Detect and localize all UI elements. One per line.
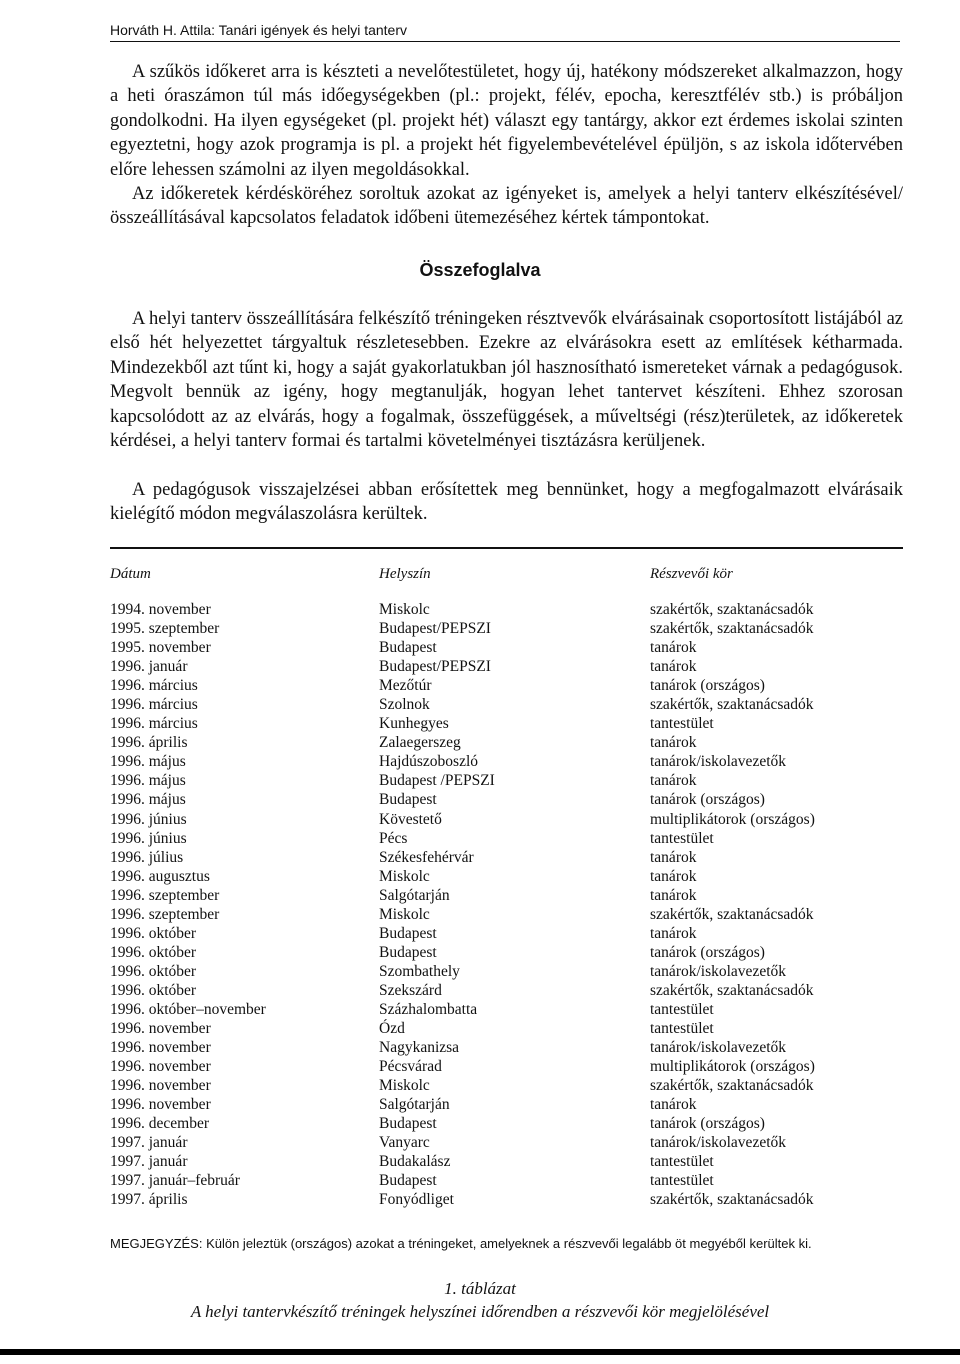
cell-date: 1997. január bbox=[110, 1134, 188, 1152]
table-row bbox=[0, 810, 960, 829]
cell-participants: szakértők, szaktanácsadók bbox=[650, 905, 814, 923]
cell-participants: tanárok bbox=[650, 886, 697, 904]
table-row bbox=[0, 1000, 960, 1019]
table-row bbox=[0, 600, 960, 619]
cell-date: 1996. március bbox=[110, 696, 198, 714]
cell-place: Miskolc bbox=[379, 601, 430, 618]
section-title: Összefoglalva bbox=[419, 260, 541, 280]
cell-place: Miskolc bbox=[379, 1077, 430, 1095]
cell-participants: tanárok bbox=[650, 848, 697, 866]
running-head: Horváth H. Attila: Tanári igények és helyi tanterv bbox=[110, 22, 408, 38]
cell-date: 1996. január bbox=[110, 658, 188, 676]
cell-place: Miskolc bbox=[379, 905, 430, 923]
table-row bbox=[0, 733, 960, 752]
cell-participants: szakértők, szaktanácsadók bbox=[650, 1191, 814, 1209]
cell-place: Ózd bbox=[379, 1020, 405, 1038]
cell-date: 1996. szeptember bbox=[110, 905, 220, 923]
cell-date: 1996. május bbox=[110, 791, 186, 809]
table-row bbox=[0, 981, 960, 1000]
cell-participants: multiplikátorok (országos) bbox=[650, 1058, 815, 1076]
table-label: 1. táblázat bbox=[444, 1279, 516, 1298]
cell-participants: tanárok bbox=[650, 924, 697, 942]
cell-place: Székesfehérvár bbox=[379, 848, 474, 866]
paragraph-summary: A helyi tanterv összeállítására felkészítő tréningeken résztvevők elvárásainak csoportosított listájából az első hét helyezettet tárgyaltuk részletesebben. Ezekre az elvárásokra esett az említések kétharmada. Mindezekből azt tűnt ki, hogy a saját gyakorlatukban jól hasznosítható ismereteket várnak a pedagógusok. Megvolt bennük az igény, hogy megtanulják, hogyan lehet tantervet készíteni. Ehhez szorosan kapcsolódott az az elvárás, hogy a fogalmak, összefüggések, a műveltségi (rész)területek, az időkeretek kérdései, a helyi tanterv formai és tartalmi követelményei tisztázásra kerüljenek. bbox=[110, 309, 903, 452]
table-row bbox=[0, 771, 960, 790]
cell-participants: tanárok (országos) bbox=[650, 791, 765, 809]
table-row bbox=[0, 848, 960, 867]
table-row bbox=[0, 1133, 960, 1152]
cell-date: 1996. november bbox=[110, 1077, 211, 1095]
cell-date: 1997. január–február bbox=[110, 1172, 240, 1190]
cell-date: 1996. március bbox=[110, 677, 198, 695]
cell-place: Budapest bbox=[379, 1172, 437, 1190]
cell-place: Budapest/PEPSZI bbox=[379, 658, 491, 676]
table-row bbox=[0, 1057, 960, 1076]
cell-participants: tantestület bbox=[650, 715, 714, 733]
cell-date: 1996. október bbox=[110, 924, 197, 942]
table-row bbox=[0, 1152, 960, 1171]
cell-date: 1996. november bbox=[110, 1039, 211, 1057]
cell-date: 1996. május bbox=[110, 753, 186, 771]
cell-date: 1996. október–november bbox=[110, 1000, 266, 1018]
cell-place: Budapest bbox=[379, 1115, 437, 1133]
cell-date: 1994. november bbox=[110, 601, 211, 618]
table-row bbox=[0, 1171, 960, 1190]
table-row bbox=[0, 1114, 960, 1133]
cell-participants: tanárok bbox=[650, 734, 697, 752]
cell-participants: tanárok/iskolavezetők bbox=[650, 753, 787, 771]
cell-place: Budakalász bbox=[379, 1153, 451, 1171]
cell-place: Salgótarján bbox=[379, 1096, 450, 1114]
cell-participants: tantestület bbox=[650, 829, 714, 847]
cell-date: 1995. szeptember bbox=[110, 620, 220, 638]
cell-date: 1996. november bbox=[110, 1096, 211, 1114]
table-row bbox=[0, 657, 960, 676]
cell-participants: tantestület bbox=[650, 1000, 714, 1018]
cell-place: Budapest /PEPSZI bbox=[379, 772, 495, 790]
table-top-rule bbox=[110, 547, 903, 549]
table-row bbox=[0, 714, 960, 733]
cell-place: Fonyódliget bbox=[379, 1191, 454, 1209]
cell-date: 1996. március bbox=[110, 715, 198, 733]
paragraph-scheduling: Az időkeretek kérdésköréhez soroltuk azokat az igényeket is, amelyek a helyi tanterv elkészítésével/összeállításával kapcsolatos feladatok időbeni ütemezéséhez kértek támpontokat. bbox=[110, 184, 903, 229]
cell-participants: szakértők, szaktanácsadók bbox=[650, 620, 814, 638]
cell-date: 1996. augusztus bbox=[110, 867, 210, 885]
cell-participants: tantestület bbox=[650, 1153, 714, 1171]
table-row bbox=[0, 867, 960, 886]
table-row bbox=[0, 829, 960, 848]
header-rule bbox=[110, 41, 900, 42]
cell-date: 1995. november bbox=[110, 639, 211, 657]
cell-participants: tanárok bbox=[650, 658, 697, 676]
cell-participants: tanárok bbox=[650, 639, 697, 657]
table-note: MEGJEGYZÉS: Külön jeleztük (országos) azokat a tréningeket, amelyeknek a részvevői legalább öt megyéből kerültek ki. bbox=[110, 1236, 812, 1251]
column-header-participants: Részvevői kör bbox=[650, 566, 733, 582]
cell-participants: tanárok/iskolavezetők bbox=[650, 962, 787, 980]
cell-place: Budapest bbox=[379, 943, 437, 961]
cell-date: 1996. április bbox=[110, 734, 188, 752]
cell-date: 1996. szeptember bbox=[110, 886, 220, 904]
table-row bbox=[0, 1019, 960, 1038]
cell-date: 1996. június bbox=[110, 829, 187, 847]
table-row bbox=[0, 943, 960, 962]
cell-date: 1997. január bbox=[110, 1153, 188, 1171]
table-row bbox=[0, 1095, 960, 1114]
training-table-body bbox=[0, 600, 960, 1210]
cell-date: 1997. április bbox=[110, 1191, 188, 1209]
cell-place: Szekszárd bbox=[379, 981, 442, 999]
cell-participants: tanárok bbox=[650, 772, 697, 790]
cell-participants: tanárok (országos) bbox=[650, 677, 765, 695]
cell-place: Nagykanizsa bbox=[379, 1039, 460, 1057]
cell-participants: szakértők, szaktanácsadók bbox=[650, 981, 814, 999]
cell-participants: tanárok bbox=[650, 1096, 697, 1114]
cell-place: Hajdúszoboszló bbox=[379, 753, 479, 771]
paragraph-time-frame: A szűkös időkeret arra is készteti a nevelőtestületet, hogy új, hatékony módszereket alkalmazzon, hogy a heti óraszámon túl más időegységekben (pl.: projekt, félév, epocha, keresztfélév stb.) is próbáljon gondolkodni. Ha ilyen egységeket (pl. projekt hét) választ egy tantárgy, akkor ezt érdemes iskolai szinten egyeztetni, hogy azok programja is pl. a projekt hét figyelembevételével épüljön, s az iskola időtervében előre lehessen számolni az ilyen megoldásokkal. bbox=[110, 62, 903, 180]
cell-place: Miskolc bbox=[379, 867, 430, 885]
table-row bbox=[0, 1038, 960, 1057]
cell-participants: tantestület bbox=[650, 1172, 714, 1190]
table-row bbox=[0, 924, 960, 943]
table-row bbox=[0, 905, 960, 924]
column-header-place: Helyszín bbox=[379, 566, 431, 582]
cell-place: Kunhegyes bbox=[379, 715, 449, 733]
cell-place: Pécs bbox=[379, 829, 408, 847]
cell-date: 1996. november bbox=[110, 1058, 211, 1076]
cell-place: Budapest/PEPSZI bbox=[379, 620, 491, 638]
cell-participants: szakértők, szaktanácsadók bbox=[650, 1077, 814, 1095]
cell-place: Budapest bbox=[379, 924, 437, 942]
cell-participants: tanárok bbox=[650, 867, 697, 885]
cell-date: 1996. december bbox=[110, 1115, 209, 1133]
cell-date: 1996. november bbox=[110, 1020, 211, 1038]
cell-date: 1996. május bbox=[110, 772, 186, 790]
table-row bbox=[0, 676, 960, 695]
cell-place: Salgótarján bbox=[379, 886, 450, 904]
table-row bbox=[0, 790, 960, 809]
cell-place: Kövestető bbox=[379, 810, 442, 828]
cell-date: 1996. október bbox=[110, 981, 197, 999]
table-row bbox=[0, 695, 960, 714]
cell-date: 1996. október bbox=[110, 943, 197, 961]
cell-participants: tanárok (országos) bbox=[650, 1115, 765, 1133]
cell-participants: tanárok/iskolavezetők bbox=[650, 1039, 787, 1057]
paragraph-feedback: A pedagógusok visszajelzései abban erősítettek meg bennünket, hogy a megfogalmazott elvárásaik kielégítő módon megválaszolásra kerültek. bbox=[110, 480, 903, 525]
cell-participants: szakértők, szaktanácsadók bbox=[650, 696, 814, 714]
cell-place: Budapest bbox=[379, 791, 437, 809]
cell-place: Mezőtúr bbox=[379, 677, 432, 695]
cell-participants: tanárok (országos) bbox=[650, 943, 765, 961]
cell-place: Százhalombatta bbox=[379, 1000, 478, 1018]
cell-participants: multiplikátorok (országos) bbox=[650, 810, 815, 828]
column-header-date: Dátum bbox=[110, 566, 151, 582]
cell-place: Pécsvárad bbox=[379, 1058, 442, 1076]
cell-date: 1996. június bbox=[110, 810, 187, 828]
cell-place: Szombathely bbox=[379, 962, 460, 980]
cell-date: 1996. július bbox=[110, 848, 184, 866]
page-bottom-bar bbox=[0, 1349, 960, 1355]
table-row bbox=[0, 619, 960, 638]
cell-participants: tantestület bbox=[650, 1020, 714, 1038]
table-caption: A helyi tantervkészítő tréningek helyszínei időrendben a részvevői kör megjelölésével bbox=[190, 1302, 770, 1321]
table-row bbox=[0, 752, 960, 771]
cell-place: Zalaegerszeg bbox=[379, 734, 461, 752]
cell-place: Vanyarc bbox=[379, 1134, 430, 1152]
cell-participants: tanárok/iskolavezetők bbox=[650, 1134, 787, 1152]
table-row bbox=[0, 638, 960, 657]
table-row bbox=[0, 1190, 960, 1209]
cell-participants: szakértők, szaktanácsadók bbox=[650, 601, 814, 618]
table-row bbox=[0, 1076, 960, 1095]
table-row bbox=[0, 886, 960, 905]
cell-date: 1996. október bbox=[110, 962, 197, 980]
cell-place: Budapest bbox=[379, 639, 437, 657]
cell-place: Szolnok bbox=[379, 696, 430, 714]
table-row bbox=[0, 962, 960, 981]
